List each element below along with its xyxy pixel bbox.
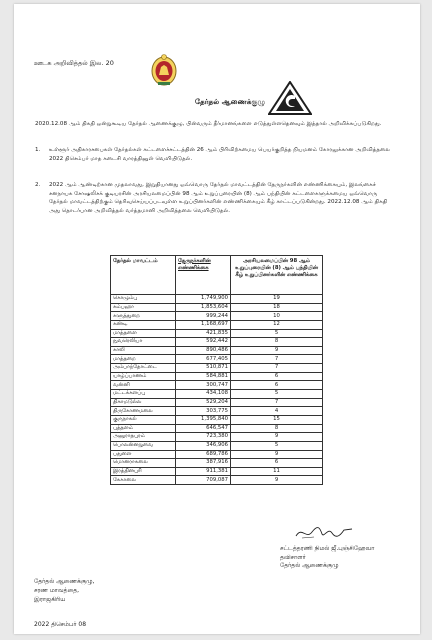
- member-count-cell: 5: [231, 390, 323, 399]
- voter-count-cell: 421,835: [176, 329, 231, 338]
- district-name-cell: மாத்தளை: [111, 329, 176, 338]
- member-count-cell: 15: [231, 415, 323, 424]
- election-commission-logo-icon: [268, 81, 312, 115]
- district-name-cell: மட்டக்களப்பு: [111, 390, 176, 399]
- member-count-cell: 7: [231, 398, 323, 407]
- paragraph-number: 1.: [35, 147, 41, 153]
- district-name-cell: அம்பாந்தோட்டை: [111, 364, 176, 373]
- table-row: [111, 459, 323, 468]
- signatory-office: தேர்தல் ஆணைக்குழு: [280, 562, 339, 569]
- table-row: [111, 450, 323, 459]
- member-count-cell: 6: [231, 459, 323, 468]
- signature-block: [280, 545, 374, 571]
- paragraph-text: உள்ளூர் அதிகாரசபைகள் தேர்தல்கள் கட்டளைச்சட்டத்தின் 26 ஆம் பிரிவிற்கமைய பெயர்குறித்த நியமனம் கோரலுக்கான அறிவித்தலை 2022 திசெம்பர் மாத கடைசி வாரத்தினுள் வெளியிடுதல்.: [49, 147, 390, 162]
- column-header-members: அரசியலமைப்பின் 98 ஆம் உறுப்புரையின் (8) ஆம் பந்தியின் கீழ் உறுப்பினர்களின் எண்ணிக்கை: [231, 256, 323, 295]
- member-count-cell: 6: [231, 372, 323, 381]
- member-count-cell: 5: [231, 441, 323, 450]
- district-name-cell: மாத்தறை: [111, 355, 176, 364]
- table-row: [111, 320, 323, 329]
- table-row: [111, 467, 323, 476]
- member-count-cell: 10: [231, 312, 323, 321]
- table-row: [111, 303, 323, 312]
- office-address: [34, 577, 94, 604]
- voter-count-cell: 1,168,697: [176, 320, 231, 329]
- district-name-cell: காலி: [111, 346, 176, 355]
- voter-count-cell: 346,906: [176, 441, 231, 450]
- district-name-cell: கொழும்பு: [111, 295, 176, 304]
- member-count-cell: 9: [231, 433, 323, 442]
- voter-count-cell: 1,749,900: [176, 295, 231, 304]
- table-row: [111, 433, 323, 442]
- table-row: [111, 398, 323, 407]
- paragraph-1: [35, 146, 397, 163]
- district-name-cell: பதுளை: [111, 450, 176, 459]
- intro-paragraph: 2020.12.08 ஆம் திகதி ஒன்றுகூடிய தேர்தல் ஆணைக்குழு, பின்வரும் தீர்மானங்களை எடுத்துள்ளதெனவும் இத்தால் அறிவிக்கப்படுகிறது.: [35, 121, 382, 127]
- voter-count-cell: 592,442: [176, 338, 231, 347]
- voter-count-cell: 999,244: [176, 312, 231, 321]
- voter-count-cell: 709,087: [176, 476, 231, 485]
- voter-count-cell: 646,547: [176, 424, 231, 433]
- table-row: [111, 346, 323, 355]
- district-name-cell: புத்தளம்: [111, 424, 176, 433]
- table-row: [111, 295, 323, 304]
- district-name-cell: கம்பஹா: [111, 303, 176, 312]
- member-count-cell: 18: [231, 303, 323, 312]
- table-row: [111, 476, 323, 485]
- table-row: [111, 407, 323, 416]
- district-name-cell: கண்டி: [111, 320, 176, 329]
- document-page: [14, 4, 420, 634]
- table-row: [111, 338, 323, 347]
- district-name-cell: களுத்துறை: [111, 312, 176, 321]
- table-row: [111, 441, 323, 450]
- table-row: [111, 355, 323, 364]
- table-body: [111, 295, 323, 485]
- paragraph-number: 2.: [35, 182, 41, 188]
- member-count-cell: 19: [231, 295, 323, 304]
- member-count-cell: 7: [231, 364, 323, 373]
- voter-count-cell: 434,108: [176, 390, 231, 399]
- signature-icon: [294, 524, 354, 542]
- table-row: [111, 372, 323, 381]
- table-row: [111, 424, 323, 433]
- voter-count-cell: 387,916: [176, 459, 231, 468]
- district-name-cell: அனுராதபுரம்: [111, 433, 176, 442]
- member-count-cell: 8: [231, 424, 323, 433]
- table-row: [111, 364, 323, 373]
- table-header-row: [111, 256, 323, 295]
- voter-count-cell: 1,853,604: [176, 303, 231, 312]
- table-row: [111, 390, 323, 399]
- member-count-cell: 9: [231, 476, 323, 485]
- voter-count-cell: 689,786: [176, 450, 231, 459]
- district-name-cell: திருகோணமலை: [111, 407, 176, 416]
- paragraph-text: 2022 ஆம் ஆண்டிற்கான முதலாவது, இறுதியானது ஒவ்வொரு தேர்தல் மாவட்டத்தின் தேருநர்களின் எண்ணிக்கையும், இலங்கைச் சனநாயக சோஷலிசக் குடியரசின் அரசியலமைப்பின் 98 ஆம் உறுப்புரையின் (8) ஆம் பந்தியின் கட்டளைகளுக்கமைய ஒவ்வொரு தேர்தல் மாவட்டத்திற்கும் தெரிவுசெய்யப்படவுள்ள உறுப்பினர்களின் எண்ணிக்கையும் கீழ் காட்டப்படுகின்றது. 2022.12.08 ஆம் திகதி அது தொடர்பான அறிவித்தல் வர்த்தமானி அறிவித்தலை வெளியிடுதல்.: [49, 182, 388, 214]
- signatory-name: சட்டத்தரணி நிமல் ஜீ.புஞ்சிஹேவா: [280, 545, 375, 552]
- sri-lanka-emblem-icon: [149, 52, 179, 88]
- paragraph-2: [35, 181, 397, 215]
- voter-count-cell: 723,380: [176, 433, 231, 442]
- voter-count-cell: 510,871: [176, 364, 231, 373]
- voter-count-cell: 890,486: [176, 346, 231, 355]
- table-row: [111, 415, 323, 424]
- district-name-cell: குருநாகல்: [111, 415, 176, 424]
- document-date: 2022 திசெம்பர் 08: [34, 621, 87, 628]
- address-line: சரண மாவத்தை,: [34, 587, 80, 594]
- table-row: [111, 312, 323, 321]
- member-count-cell: 11: [231, 467, 323, 476]
- office-title: தேர்தல் ஆணைக்குழு: [195, 97, 266, 106]
- voter-count-cell: 677,405: [176, 355, 231, 364]
- member-count-cell: 5: [231, 329, 323, 338]
- member-count-cell: 8: [231, 338, 323, 347]
- media-notice-reference: ஊடக அறிவித்தல் இல. 20: [34, 59, 114, 67]
- member-count-cell: 9: [231, 346, 323, 355]
- district-name-cell: இரத்தினபுரி: [111, 467, 176, 476]
- district-name-cell: திகாமடுல்ல: [111, 398, 176, 407]
- district-name-cell: யாழ்ப்பாணம்: [111, 372, 176, 381]
- district-name-cell: கேகாலை: [111, 476, 176, 485]
- table-row: [111, 329, 323, 338]
- district-name-cell: மொனராகலை: [111, 459, 176, 468]
- signatory-title: தவிசாளர்: [280, 553, 306, 561]
- member-count-cell: 6: [231, 381, 323, 390]
- voter-count-cell: 1,395,840: [176, 415, 231, 424]
- voter-count-cell: 300,747: [176, 381, 231, 390]
- member-count-cell: 12: [231, 320, 323, 329]
- address-line: இராஜகிரிய: [34, 596, 66, 603]
- district-name-cell: பொலன்னறுவை: [111, 441, 176, 450]
- electoral-district-table: [110, 255, 323, 485]
- voter-count-cell: 529,204: [176, 398, 231, 407]
- district-name-cell: வன்னி: [111, 381, 176, 390]
- voter-count-cell: 303,775: [176, 407, 231, 416]
- voter-count-cell: 911,381: [176, 467, 231, 476]
- column-header-district: தேர்தல் மாவட்டம்: [111, 256, 176, 295]
- member-count-cell: 9: [231, 450, 323, 459]
- table-row: [111, 381, 323, 390]
- member-count-cell: 7: [231, 355, 323, 364]
- voter-count-cell: 584,881: [176, 372, 231, 381]
- member-count-cell: 4: [231, 407, 323, 416]
- column-header-voters: தேருநர்களின் எண்ணிக்கை: [176, 256, 231, 295]
- address-line: தேர்தல் ஆணைக்குழு,: [34, 578, 95, 585]
- district-name-cell: நுவரெலியா: [111, 338, 176, 347]
